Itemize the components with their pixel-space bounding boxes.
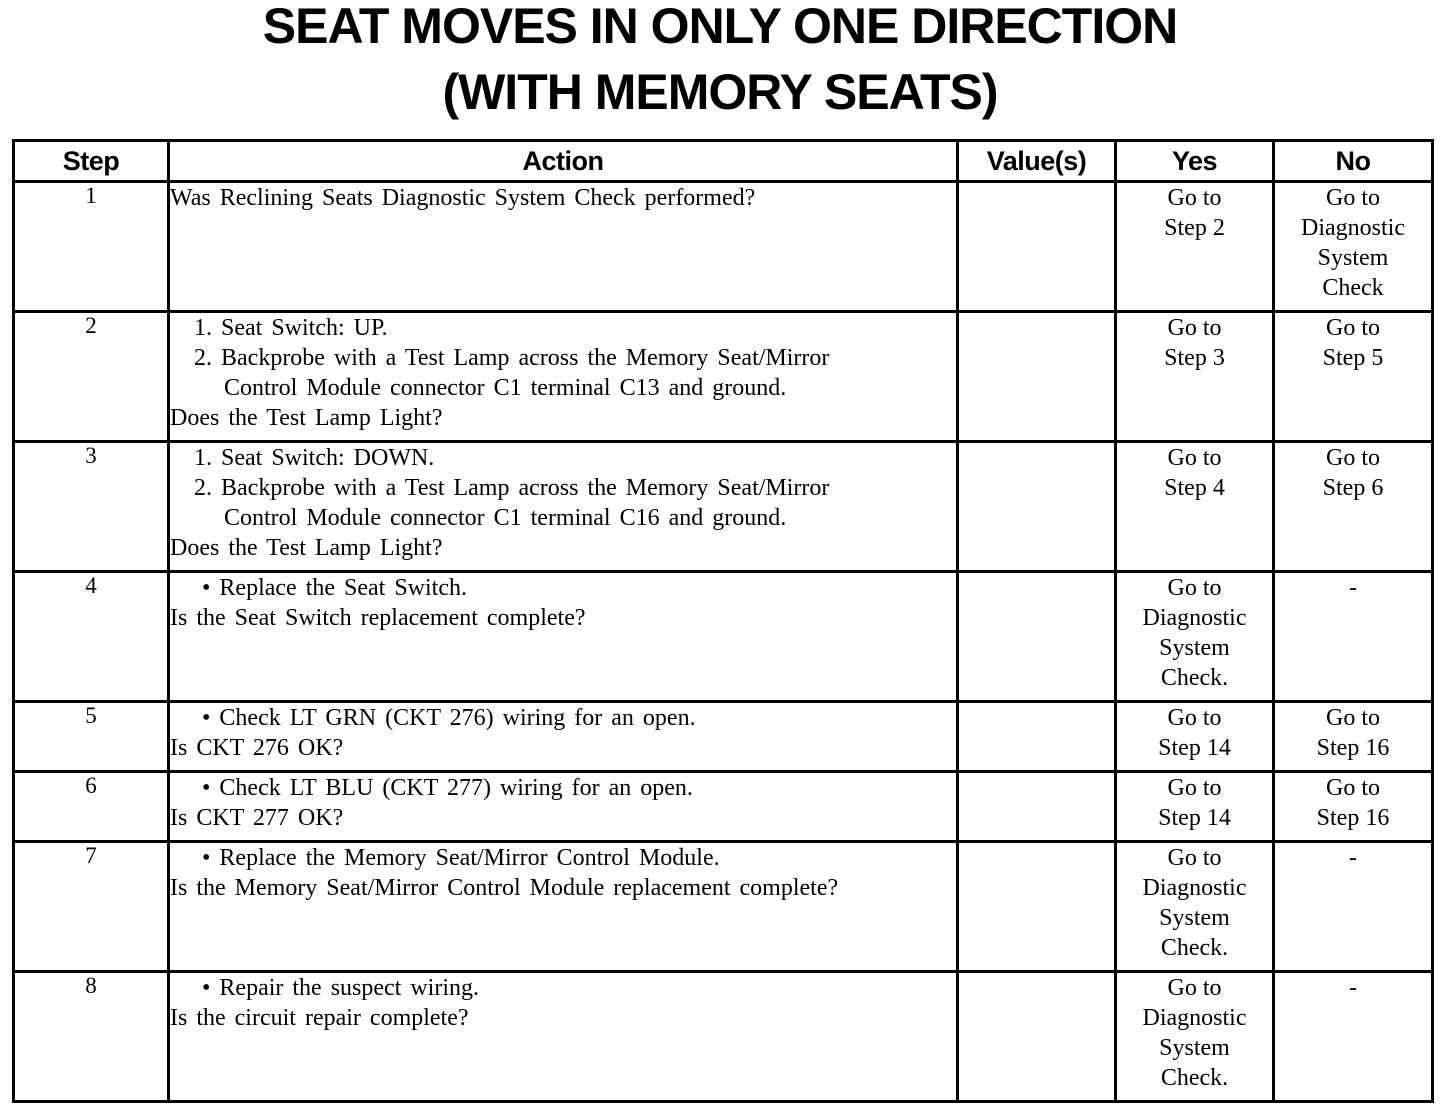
table-header-row <box>14 141 1433 182</box>
yes-line: Step 2 <box>1164 215 1225 241</box>
table-row <box>14 702 1433 772</box>
no-line: - <box>1349 575 1357 601</box>
no-cell <box>1274 182 1433 312</box>
yes-line: Step 3 <box>1164 345 1225 371</box>
action-instruction: • Replace the Seat Switch. <box>202 575 467 601</box>
action-cell <box>169 772 958 842</box>
table-body <box>14 182 1433 1102</box>
yes-line: Check. <box>1160 665 1229 691</box>
action-instruction: • Replace the Memory Seat/Mirror Control Module. <box>202 845 720 871</box>
no-line: Go to <box>1326 705 1380 731</box>
value-cell <box>958 972 1116 1102</box>
step-number: 8 <box>14 972 169 1102</box>
yes-cell <box>1116 182 1274 312</box>
step-number: 7 <box>14 842 169 972</box>
yes-cell <box>1116 572 1274 702</box>
step-number: 3 <box>14 442 169 572</box>
yes-cell <box>1116 772 1274 842</box>
action-cell <box>169 312 958 442</box>
step-number: 4 <box>14 572 169 702</box>
step-number: 5 <box>14 702 169 772</box>
no-line: System <box>1317 245 1389 271</box>
action-question: Is the circuit repair complete? <box>170 1005 469 1031</box>
action-instruction: • Check LT BLU (CKT 277) wiring for an open. <box>202 775 693 801</box>
yes-line: Check. <box>1160 1065 1229 1091</box>
yes-line: Go to <box>1167 315 1222 341</box>
header-values: Value(s) <box>958 141 1116 182</box>
yes-line: Go to <box>1167 575 1222 601</box>
no-line: Step 5 <box>1322 345 1384 371</box>
title-line-2: (WITH MEMORY SEATS) <box>442 64 998 120</box>
yes-line: Go to <box>1167 185 1222 211</box>
action-question: Does the Test Lamp Light? <box>170 405 443 431</box>
value-cell <box>958 312 1116 442</box>
action-instruction: 2. Backprobe with a Test Lamp across the Memory Seat/Mirror <box>194 475 830 501</box>
table-row <box>14 182 1433 312</box>
yes-line: Diagnostic <box>1142 1005 1247 1031</box>
yes-line: Go to <box>1167 845 1222 871</box>
yes-line: Check. <box>1160 935 1229 961</box>
action-instruction: 1. Seat Switch: UP. <box>194 315 388 341</box>
header-action: Action <box>169 141 958 182</box>
yes-cell <box>1116 702 1274 772</box>
step-number: 6 <box>14 772 169 842</box>
action-cell <box>169 442 958 572</box>
action-cell <box>169 842 958 972</box>
step-number: 2 <box>14 312 169 442</box>
no-cell <box>1274 572 1433 702</box>
action-instruction: Control Module connector C1 terminal C16 and ground. <box>224 505 787 531</box>
value-cell <box>958 702 1116 772</box>
yes-line: Go to <box>1167 975 1222 1001</box>
table-row <box>14 572 1433 702</box>
no-line: - <box>1349 975 1357 1001</box>
action-instruction: • Repair the suspect wiring. <box>202 975 480 1001</box>
table-row <box>14 442 1433 572</box>
action-question: Is the Seat Switch replacement complete? <box>170 605 586 631</box>
no-cell <box>1274 442 1433 572</box>
action-question: Was Reclining Seats Diagnostic System Check performed? <box>170 185 756 211</box>
no-line: Go to <box>1326 315 1380 341</box>
action-question: Is CKT 276 OK? <box>170 735 344 761</box>
yes-line: Step 14 <box>1158 735 1231 761</box>
no-cell <box>1274 972 1433 1102</box>
header-step: Step <box>14 141 169 182</box>
yes-line: Step 4 <box>1164 475 1225 501</box>
action-instruction: • Check LT GRN (CKT 276) wiring for an open. <box>202 705 696 731</box>
no-line: Step 16 <box>1316 805 1390 831</box>
step-number: 1 <box>14 182 169 312</box>
action-cell <box>169 972 958 1102</box>
no-line: Check <box>1322 275 1384 301</box>
no-line: Go to <box>1326 445 1380 471</box>
no-cell <box>1274 702 1433 772</box>
action-instruction: 2. Backprobe with a Test Lamp across the Memory Seat/Mirror <box>194 345 830 371</box>
title-line-1: SEAT MOVES IN ONLY ONE DIRECTION <box>262 0 1178 54</box>
diagnostic-table <box>12 139 1434 1103</box>
yes-cell <box>1116 842 1274 972</box>
action-question: Does the Test Lamp Light? <box>170 535 443 561</box>
action-cell <box>169 182 958 312</box>
value-cell <box>958 442 1116 572</box>
action-cell <box>169 702 958 772</box>
yes-cell <box>1116 442 1274 572</box>
yes-line: Go to <box>1167 705 1222 731</box>
no-line: Go to <box>1326 775 1380 801</box>
yes-line: Step 14 <box>1158 805 1231 831</box>
value-cell <box>958 572 1116 702</box>
yes-line: Diagnostic <box>1142 605 1247 631</box>
value-cell <box>958 842 1116 972</box>
yes-cell <box>1116 972 1274 1102</box>
yes-line: System <box>1159 905 1230 931</box>
no-cell <box>1274 772 1433 842</box>
header-no: No <box>1274 141 1433 182</box>
no-line: Go to <box>1326 185 1380 211</box>
yes-line: Diagnostic <box>1142 875 1247 901</box>
table-row <box>14 972 1433 1102</box>
yes-line: Go to <box>1167 445 1222 471</box>
no-cell <box>1274 312 1433 442</box>
no-cell <box>1274 842 1433 972</box>
value-cell <box>958 772 1116 842</box>
yes-line: System <box>1159 1035 1230 1061</box>
yes-line: System <box>1159 635 1230 661</box>
action-cell <box>169 572 958 702</box>
action-question: Is CKT 277 OK? <box>170 805 344 831</box>
action-question: Is the Memory Seat/Mirror Control Module replacement complete? <box>170 875 839 901</box>
no-line: Diagnostic <box>1301 215 1405 241</box>
table-row <box>14 842 1433 972</box>
no-line: Step 16 <box>1316 735 1390 761</box>
table-row <box>14 312 1433 442</box>
action-instruction: Control Module connector C1 terminal C13 and ground. <box>224 375 787 401</box>
no-line: - <box>1349 845 1357 871</box>
value-cell <box>958 182 1116 312</box>
action-instruction: 1. Seat Switch: DOWN. <box>194 445 435 471</box>
yes-cell <box>1116 312 1274 442</box>
table-row <box>14 772 1433 842</box>
header-yes: Yes <box>1116 141 1274 182</box>
no-line: Step 6 <box>1322 475 1384 501</box>
yes-line: Go to <box>1167 775 1222 801</box>
